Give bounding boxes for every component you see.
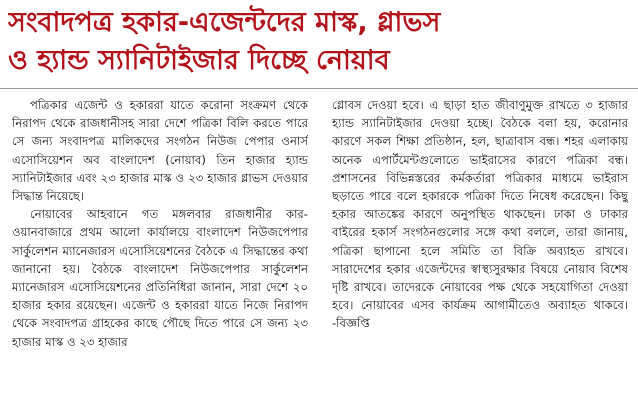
article-paragraph: নোয়াবের আহবানে গত মঙ্গলবার রাজধানীর কার-ওয়ানবাজারে প্রথম আলো কার্যালয়ে বাংলাদেশ নিউজপেপার সার্কুলেশন ম্যানেজারস এসোসিয়েশনের বৈঠকে এ সিদ্ধান্তের কথা জানানো হয়। বৈঠকে বাংলাদেশ নিউজপেপার সার্কুলেশন ম্যানেজারস এসোসিয়েশনের প্রতিনিধিরা জানান, সারা দেশে ২০ হাজার হকার রয়েছেন। এজেন্ট ও হকাররা যাতে নিজে নিরাপদ থেকে সংবাদপত্র গ্রাহকের কাছে পৌছে দিতে পারে সে জন্য ২৩ হাজার মাস্ক ও ২৩ হাজার (12, 207, 308, 349)
headline-line-2: ও হ্যান্ড স্যানিটাইজার দিচ্ছে নোয়াব (8, 45, 390, 76)
article-column-left (12, 96, 308, 412)
article-body (12, 96, 628, 412)
headline-line-1: সংবাদপত্র হকার-এজেন্টদের মাস্ক, গ্লাভস (8, 7, 441, 38)
headline (8, 4, 632, 80)
divider (0, 88, 638, 89)
article-paragraph: পত্রিকার এজেন্ট ও হকাররা যাতে করোনা সংক্রমণ থেকে নিরাপদ থেকে রাজধানীসহ সারা দেশে পত্রিকা বিলি করতে পারে সে জন্য সংবাদপত্র মালিকদের সংগঠন নিউজ পেপার ওনার্স এসোসিয়েশন অব বাংলাদেশ (নোয়াব) তিন হাজার হ্যান্ড স্যানিটাইজার এবং ২৩ হাজার মাস্ক ও ২৩ হাজার গ্লাভস দেওয়ার সিদ্ধান্ত নিয়েছে। (12, 98, 308, 204)
article-paragraph: গ্লোবস দেওয়া হবে। এ ছাড়া হাত জীবাণুমুক্ত রাখতে ৩ হাজার হ্যান্ড স্যানিটাইজার দেওয়া হচ্ছে। বৈঠকে বলা হয়, করোনার কারণে সকল শিক্ষা প্রতিষ্ঠান, হল, ছাত্রাবাস বন্ধ। শহর এলাকায় অনেক এপার্টমেন্টগুলোতে ভাইরাসের কারণে পত্রিকা বন্ধ। প্রশাসনের বিভিন্নস্তরের কর্মকর্তারা পত্রিকার মাধ্যমে ভাইরাস ছড়াতে পারে বলে হকারকে পত্রিকা দিতে নিষেধ করেছেন। কিছু হকার আতঙ্কের কারণে অনুপস্থিত থাকছেন। ঢাকা ও ঢাকার বাইরের হকার্স সংগঠনগুলোর সঙ্গে কথা বললে, তারা জানায়, পত্রিকা ছাপানো হলে সমিতি তা বিক্রি অব্যাহত রাখবে। সারাদেশের হকার এজেন্টদের স্বাস্থ্যসুরক্ষার বিষয়ে নোয়াব বিশেষ দৃষ্টি রাখবে। তাদেরকে নোয়াবের পক্ষ থেকে সহযোগিতা দেওয়া হবে। নোয়াবের এসব কার্যক্রম আগামীতেও অব্যাহত থাকবে। -বিজ্ঞপ্তি (332, 98, 628, 331)
article-column-right (332, 96, 628, 412)
